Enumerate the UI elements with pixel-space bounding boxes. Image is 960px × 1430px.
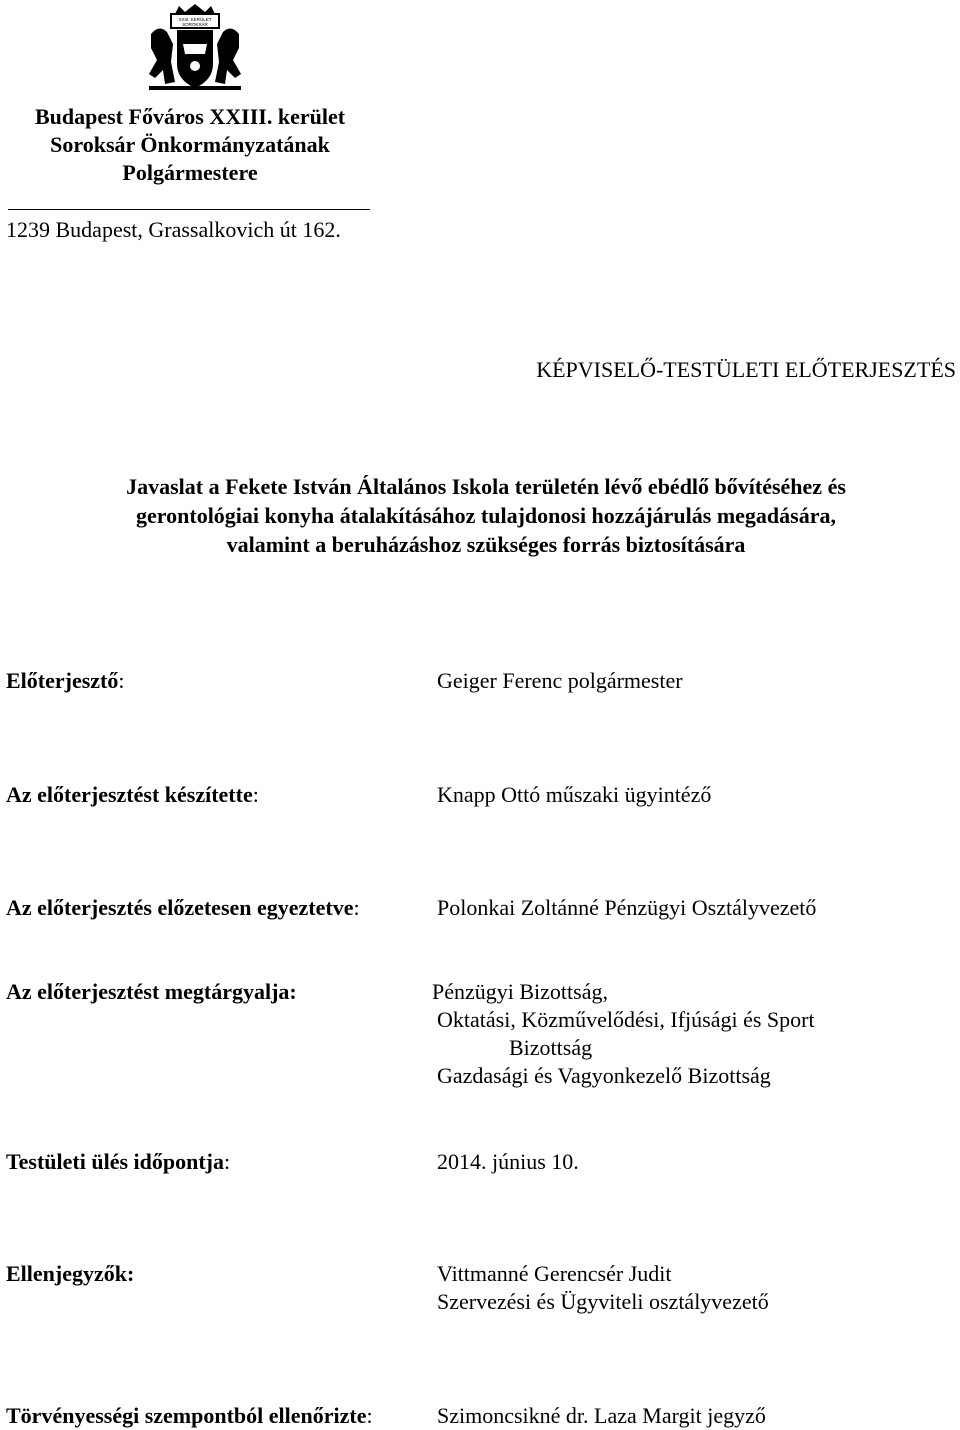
discussed-by-value-2: Oktatási, Közművelődési, Ifjúsági és Sport xyxy=(437,1007,815,1032)
submitter-value: Geiger Ferenc polgármester xyxy=(437,668,683,693)
agreed-value: Polonkai Zoltánné Pénzügyi Osztályvezető xyxy=(437,895,817,920)
discussed-by-value-4: Gazdasági és Vagyonkezelő Bizottság xyxy=(437,1063,771,1088)
office-name-line1: Budapest Főváros XXIII. kerület xyxy=(34,104,346,129)
discussed-by-label: Az előterjesztést megtárgyalja: xyxy=(6,979,297,1004)
prepared-by-value: Knapp Ottó műszaki ügyintéző xyxy=(437,782,712,807)
meeting-date-label: Testületi ülés időpontja: xyxy=(6,1149,231,1174)
countersign-value-2: Szervezési és Ügyviteli osztályvezető xyxy=(437,1289,769,1314)
legal-check-label: Törvényességi szempontból ellenőrizte: xyxy=(6,1403,373,1428)
meeting-date-value: 2014. június 10. xyxy=(437,1149,579,1174)
subject-line2: gerontológiai konyha átalakításához tulajdonosi hozzájárulás megadására, xyxy=(136,503,836,528)
office-name-line3: Polgármestere xyxy=(122,160,258,185)
countersign-label: Ellenjegyzők: xyxy=(6,1261,135,1286)
subject-line3: valamint a beruházáshoz szükséges forrás biztosítására xyxy=(226,532,746,557)
submitter-label: Előterjesztő: xyxy=(6,668,125,693)
agreed-label: Az előterjesztés előzetesen egyeztetve: xyxy=(6,895,360,920)
office-name-line2: Soroksár Önkormányzatának xyxy=(50,132,330,157)
prepared-by-label: Az előterjesztést készítette: xyxy=(6,782,259,807)
office-address: 1239 Budapest, Grassalkovich út 162. xyxy=(6,217,341,242)
discussed-by-value-3: Bizottság xyxy=(509,1035,593,1060)
svg-text:SOROKSÁR: SOROKSÁR xyxy=(182,22,208,27)
countersign-value-1: Vittmanné Gerencsér Judit xyxy=(437,1261,672,1286)
subject-line1: Javaslat a Fekete István Általános Iskola területén lévő ebédlő bővítéséhez és xyxy=(126,474,846,499)
coat-of-arms-icon xyxy=(145,4,245,94)
legal-check-value: Szimoncsikné dr. Laza Margit jegyző xyxy=(437,1403,766,1428)
discussed-by-value-1: Pénzügyi Bizottság, xyxy=(432,979,608,1004)
header-divider xyxy=(8,209,370,210)
subject-block xyxy=(0,472,960,559)
crest-banner-text: XXIII. KERÜLET xyxy=(178,17,212,22)
